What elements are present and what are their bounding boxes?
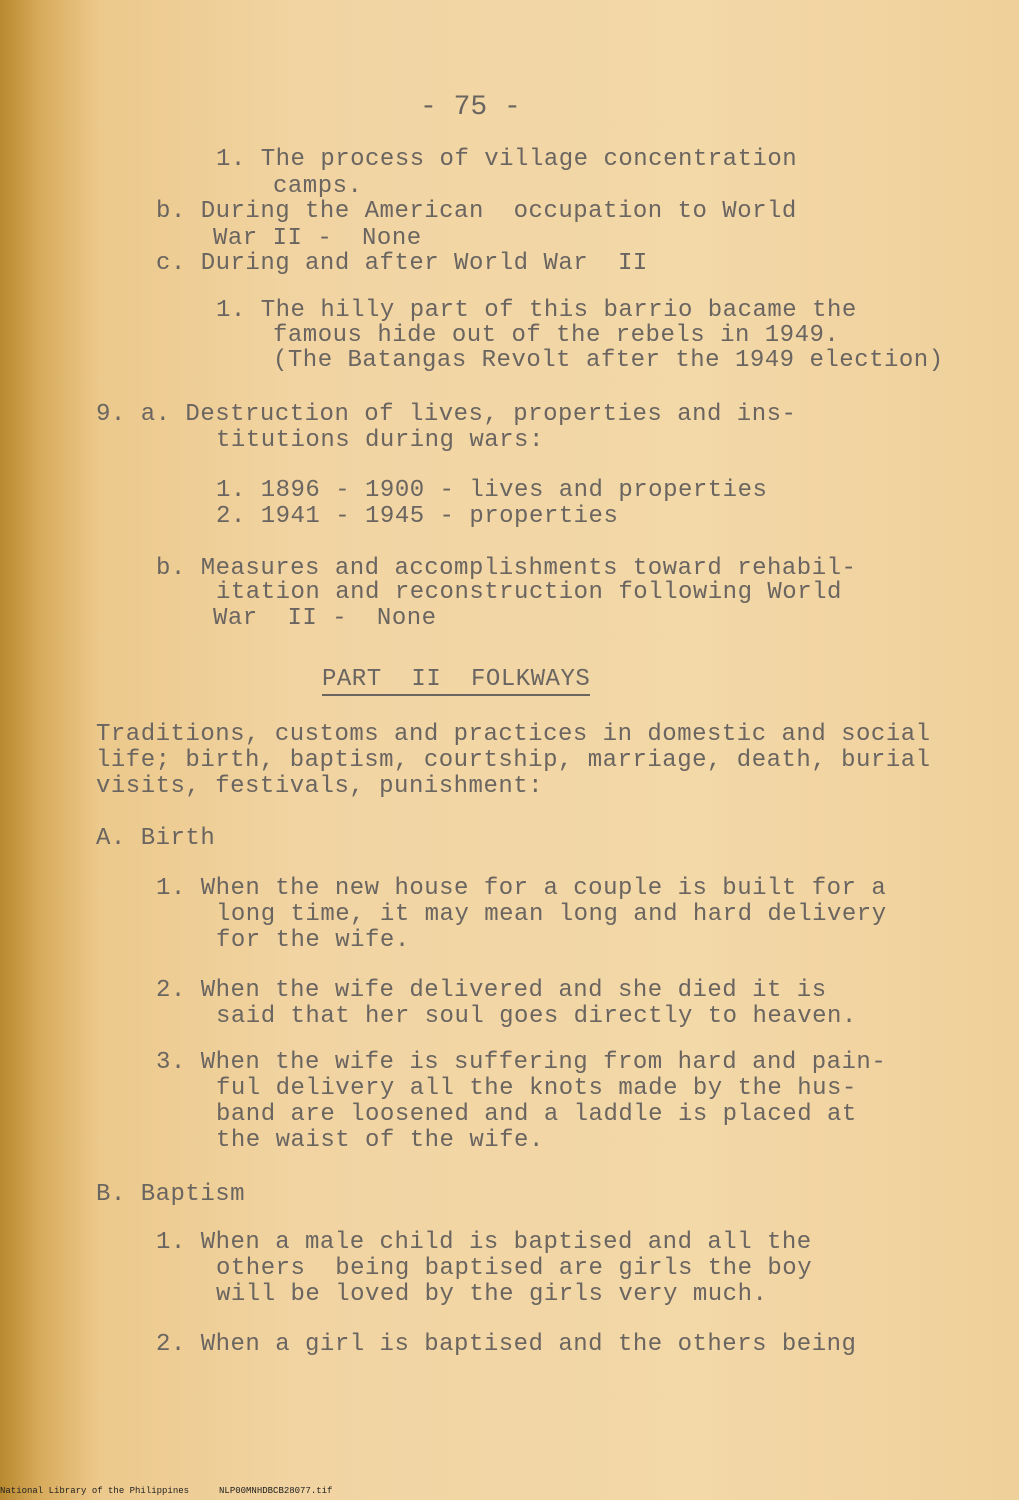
text-line: 3. When the wife is suffering from hard and pain- <box>156 1049 887 1076</box>
text-line: band are loosened and a laddle is placed at <box>216 1101 857 1128</box>
text-line: 2. When a girl is baptised and the others being <box>156 1331 857 1358</box>
text-line: 1. The hilly part of this barrio bacame the <box>216 297 857 324</box>
text-line: long time, it may mean long and hard delivery <box>216 901 887 928</box>
text-line: 9. a. Destruction of lives, properties and ins- <box>96 401 797 428</box>
text-line: 1. When the new house for a couple is built for a <box>156 875 887 902</box>
text-line: b. Measures and accomplishments toward rehabil- <box>156 555 857 582</box>
text-line: life; birth, baptism, courtship, marriage, death, burial <box>96 747 931 774</box>
section-heading: PART II FOLKWAYS <box>322 666 590 696</box>
text-line: titutions during wars: <box>216 427 544 454</box>
section-label: B. Baptism <box>96 1181 246 1208</box>
text-line: 1. The process of village concentration <box>216 146 798 173</box>
text-line: c. During and after World War II <box>156 250 648 277</box>
text-line: will be loved by the girls very much. <box>216 1281 768 1308</box>
text-line: others being baptised are girls the boy <box>216 1255 813 1282</box>
section-label: A. Birth <box>96 825 216 852</box>
footer-library: National Library of the Philippines <box>0 1486 190 1496</box>
text-line: 2. When the wife delivered and she died it is <box>156 977 827 1004</box>
text-line: ful delivery all the knots made by the hus- <box>216 1075 857 1102</box>
text-line: 2. 1941 - 1945 - properties <box>216 503 619 530</box>
text-line: said that her soul goes directly to heaven. <box>216 1003 857 1030</box>
text-line: Traditions, customs and practices in domestic and social <box>96 721 931 748</box>
text-line: the waist of the wife. <box>216 1127 544 1154</box>
text-line: 1. When a male child is baptised and all the <box>156 1229 812 1256</box>
text-line: (The Batangas Revolt after the 1949 election) <box>273 347 944 374</box>
text-line: visits, festivals, punishment: <box>96 773 544 800</box>
text-line: camps. <box>273 173 363 200</box>
footer-file-id: NLP00MNHDBCB28077.tif <box>219 1486 333 1496</box>
text-line: itation and reconstruction following World <box>216 579 842 606</box>
page-number: - 75 - <box>420 92 521 123</box>
text-line: 1. 1896 - 1900 - lives and properties <box>216 477 768 504</box>
text-line: for the wife. <box>216 927 410 954</box>
scan-footer <box>0 1486 362 1496</box>
text-line: famous hide out of the rebels in 1949. <box>273 322 840 349</box>
text-line: War II - None <box>213 225 422 252</box>
text-line: b. During the American occupation to World <box>156 198 797 225</box>
text-line: War II - None <box>213 605 437 632</box>
